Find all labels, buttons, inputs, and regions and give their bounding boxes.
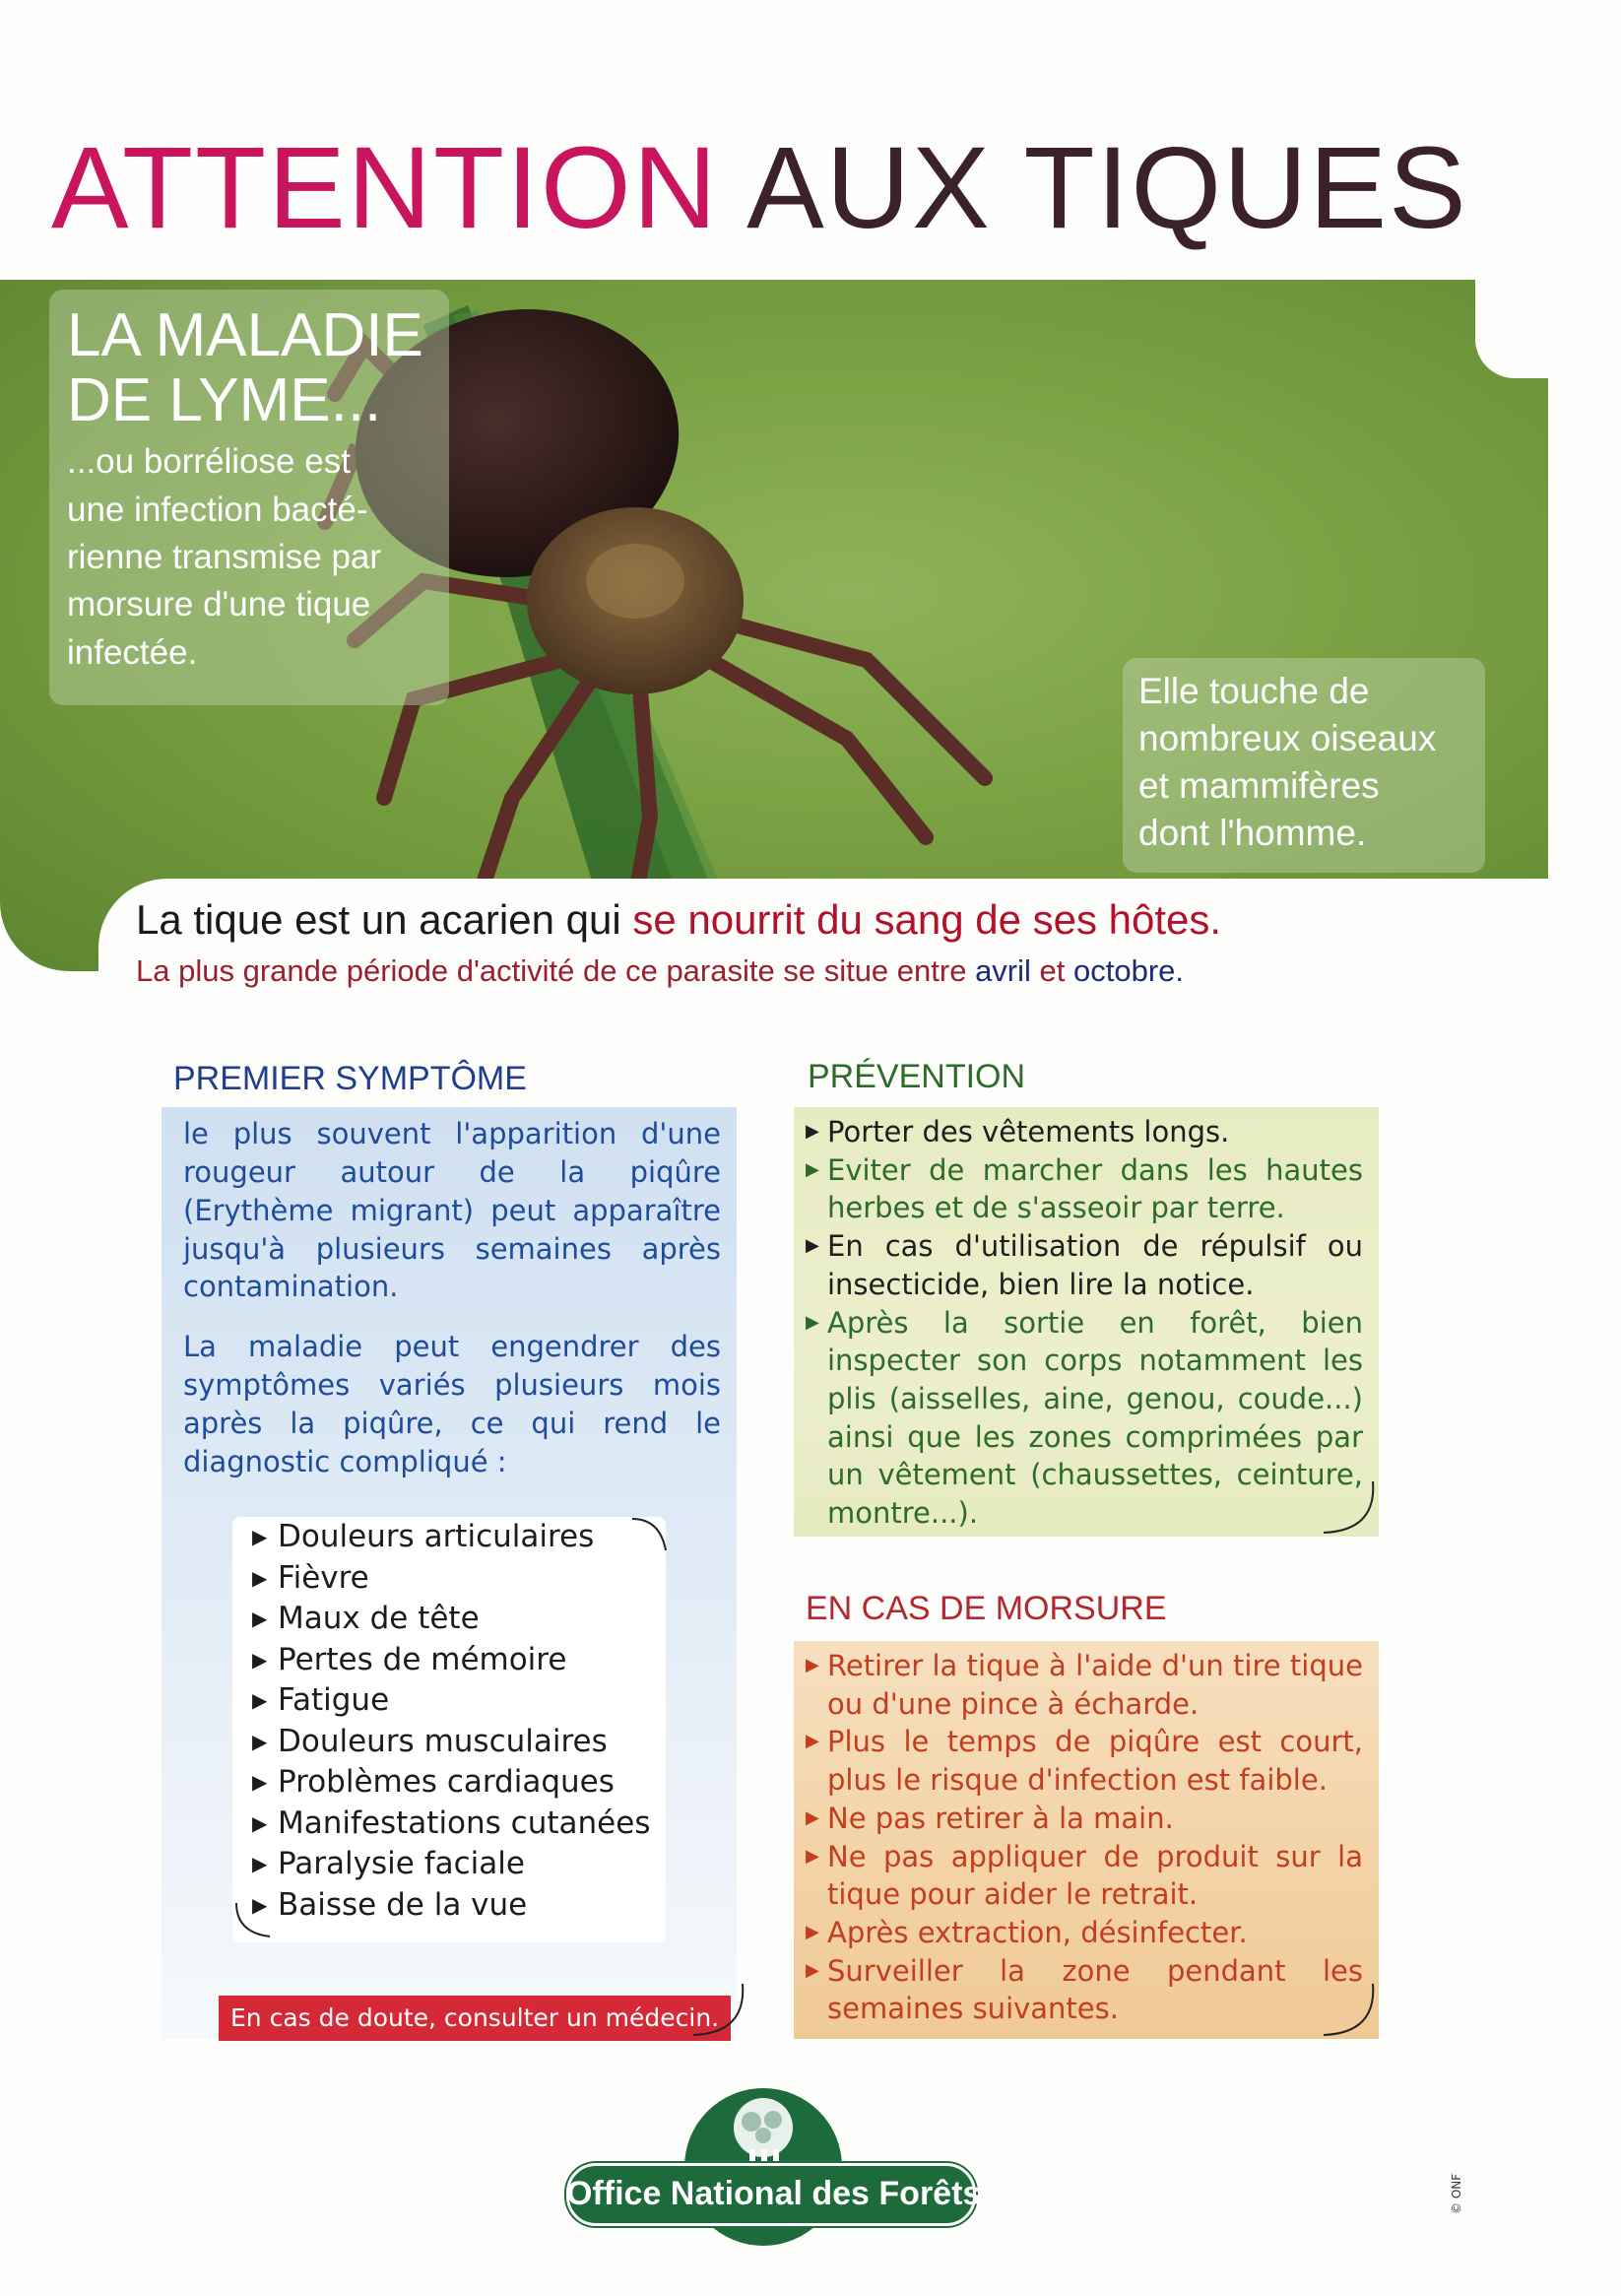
list-item xyxy=(804,1723,1363,1799)
symptom-item-label: Baisse de la vue xyxy=(278,1886,528,1923)
prevention-item-text: Eviter de marcher dans les hautes herbes et de s'asseoir par terre. xyxy=(827,1152,1363,1225)
symptom-paragraph-2: La maladie peut engendrer des symptômes variés plusieurs mois après la piqûre, ce qui rend le diagnostic compliqué : xyxy=(183,1330,721,1478)
sub-sentence-period: . xyxy=(1175,953,1185,988)
list-item xyxy=(232,1558,666,1600)
symptom-item-label: Fièvre xyxy=(278,1559,369,1596)
lyme-line: infectée. xyxy=(67,632,198,672)
bite-list xyxy=(804,1647,1363,2028)
list-item xyxy=(232,1640,666,1681)
arrow-right-icon: ▶ xyxy=(252,1892,268,1917)
arrow-right-icon: ▶ xyxy=(806,1806,819,1828)
list-item xyxy=(804,1151,1363,1227)
lyme-description xyxy=(49,438,449,676)
arrow-right-icon: ▶ xyxy=(252,1852,268,1875)
bite-item-text: Surveiller la zone pendant les semaines suivantes. xyxy=(827,1953,1363,2026)
curl-decoration xyxy=(232,1901,272,1940)
list-item xyxy=(804,1952,1363,2028)
bite-heading: EN CAS DE MORSURE xyxy=(806,1590,1167,1627)
prevention-heading: PRÉVENTION xyxy=(808,1058,1026,1095)
main-sentence-highlight: se nourrit du sang de ses hôtes. xyxy=(632,896,1222,943)
hosts-line: nombreux oiseaux xyxy=(1138,718,1437,759)
list-item xyxy=(804,1647,1363,1723)
bite-item-text: Retirer la tique à l'aide d'un tire tique ou d'une pince à écharde. xyxy=(827,1649,1363,1721)
hosts-line: et mammifères xyxy=(1138,765,1380,807)
main-sentence-text: La tique est un acarien qui xyxy=(136,896,633,943)
bite-item-text: Après extraction, désinfecter. xyxy=(827,1915,1248,1949)
title-aux-tiques: AUX TIQUES xyxy=(746,123,1468,253)
title-attention: ATTENTION xyxy=(51,123,719,253)
arrow-right-icon: ▶ xyxy=(806,1311,819,1333)
symptom-paragraph-1: le plus souvent l'apparition d'une rougeur autour de la piqûre (Erythème migrant) peut apparaître jusqu'à plusieurs semaines après contamination. xyxy=(183,1117,721,1304)
symptom-list xyxy=(232,1517,666,1942)
hosts-description xyxy=(1123,658,1485,867)
sub-sentence-and: et xyxy=(1030,953,1073,988)
symptom-item-label: Paralysie faciale xyxy=(278,1846,525,1881)
list-item xyxy=(804,1113,1363,1151)
arrow-right-icon: ▶ xyxy=(806,1235,819,1257)
list-item xyxy=(804,1304,1363,1533)
bite-item-text: Ne pas retirer à la main. xyxy=(827,1801,1174,1835)
main-sentence xyxy=(136,896,1221,944)
list-item xyxy=(232,1680,666,1722)
list-item xyxy=(232,1722,666,1763)
arrow-right-icon: ▶ xyxy=(806,1731,819,1752)
arrow-right-icon: ▶ xyxy=(252,1810,268,1835)
list-item xyxy=(232,1885,666,1927)
curl-decoration xyxy=(630,1515,670,1554)
hosts-info-box xyxy=(1123,658,1485,873)
symptom-item-label: Douleurs articulaires xyxy=(278,1519,595,1554)
symptom-item-label: Maux de tête xyxy=(278,1601,480,1636)
arrow-right-icon: ▶ xyxy=(806,1121,819,1142)
copyright-mark: © ONF xyxy=(1450,2173,1463,2214)
curl-decoration xyxy=(1320,1477,1379,1537)
sub-sentence xyxy=(136,953,1184,989)
arrow-right-icon: ▶ xyxy=(806,1655,819,1675)
list-item xyxy=(804,1227,1363,1303)
list-item xyxy=(232,1844,666,1885)
logo-text: Office National des Forêts xyxy=(566,2175,982,2212)
list-item xyxy=(232,1599,666,1640)
lyme-heading-line1: LA MALADIE xyxy=(67,301,423,369)
list-item xyxy=(232,1517,666,1558)
page-title xyxy=(51,123,1468,253)
arrow-right-icon: ▶ xyxy=(806,1845,819,1867)
hosts-line: dont l'homme. xyxy=(1138,813,1367,854)
doctor-note: En cas de doute, consulter un médecin. xyxy=(219,1996,731,2041)
onf-logo xyxy=(566,2088,980,2236)
list-item xyxy=(232,1804,666,1845)
lyme-line: ...ou borréliose est xyxy=(67,442,351,482)
arrow-right-icon: ▶ xyxy=(252,1647,268,1672)
symptom-item-label: Douleurs musculaires xyxy=(278,1723,608,1759)
lyme-line: une infection bacté- xyxy=(67,490,368,529)
hosts-line: Elle touche de xyxy=(1138,671,1370,711)
lyme-heading-line2: DE LYME... xyxy=(67,365,382,434)
curl-decoration xyxy=(689,1980,748,2039)
symptom-item-label: Pertes de mémoire xyxy=(278,1641,567,1677)
symptom-item-label: Problèmes cardiaques xyxy=(278,1764,615,1800)
prevention-item-text: Après la sortie en forêt, bien inspecter son corps notamment les plis (aisselles, aine, genou, coude...) ainsi que les zones comprimées par un vêtement (chaussettes, ceinture, montre...). xyxy=(827,1305,1363,1531)
sub-sentence-text: La plus grande période d'activité de ce parasite se situe entre xyxy=(136,953,976,988)
list-item xyxy=(232,1762,666,1804)
banner-notch xyxy=(1475,280,1554,378)
arrow-right-icon: ▶ xyxy=(252,1607,268,1630)
curl-decoration xyxy=(1320,1980,1379,2039)
lyme-line: rienne transmise par xyxy=(67,538,382,577)
symptom-heading: PREMIER SYMPTÔME xyxy=(173,1060,527,1097)
prevention-item-text: En cas d'utilisation de répulsif ou insecticide, bien lire la notice. xyxy=(827,1229,1363,1301)
symptom-item-label: Fatigue xyxy=(278,1682,390,1718)
prevention-list xyxy=(804,1113,1363,1533)
list-item xyxy=(804,1914,1363,1952)
month-october: octobre xyxy=(1073,953,1176,988)
list-item xyxy=(804,1838,1363,1914)
list-item xyxy=(804,1800,1363,1838)
lyme-heading xyxy=(49,290,449,432)
arrow-right-icon: ▶ xyxy=(252,1565,268,1590)
arrow-right-icon: ▶ xyxy=(806,1959,819,1981)
bite-item-text: Ne pas appliquer de produit sur la tique pour aider le retrait. xyxy=(827,1839,1363,1912)
lyme-info-box xyxy=(49,290,449,705)
arrow-right-icon: ▶ xyxy=(252,1770,268,1794)
lyme-line: morsure d'une tique xyxy=(67,585,371,624)
arrow-right-icon: ▶ xyxy=(252,1729,268,1753)
arrow-right-icon: ▶ xyxy=(252,1525,268,1548)
month-april: avril xyxy=(975,953,1031,988)
arrow-right-icon: ▶ xyxy=(252,1688,268,1712)
arrow-right-icon: ▶ xyxy=(806,1158,819,1180)
bite-item-text: Plus le temps de piqûre est court, plus le risque d'infection est faible. xyxy=(827,1725,1363,1798)
arrow-right-icon: ▶ xyxy=(806,1921,819,1942)
symptom-item-label: Manifestations cutanées xyxy=(278,1804,651,1841)
prevention-item-text: Porter des vêtements longs. xyxy=(827,1115,1230,1148)
